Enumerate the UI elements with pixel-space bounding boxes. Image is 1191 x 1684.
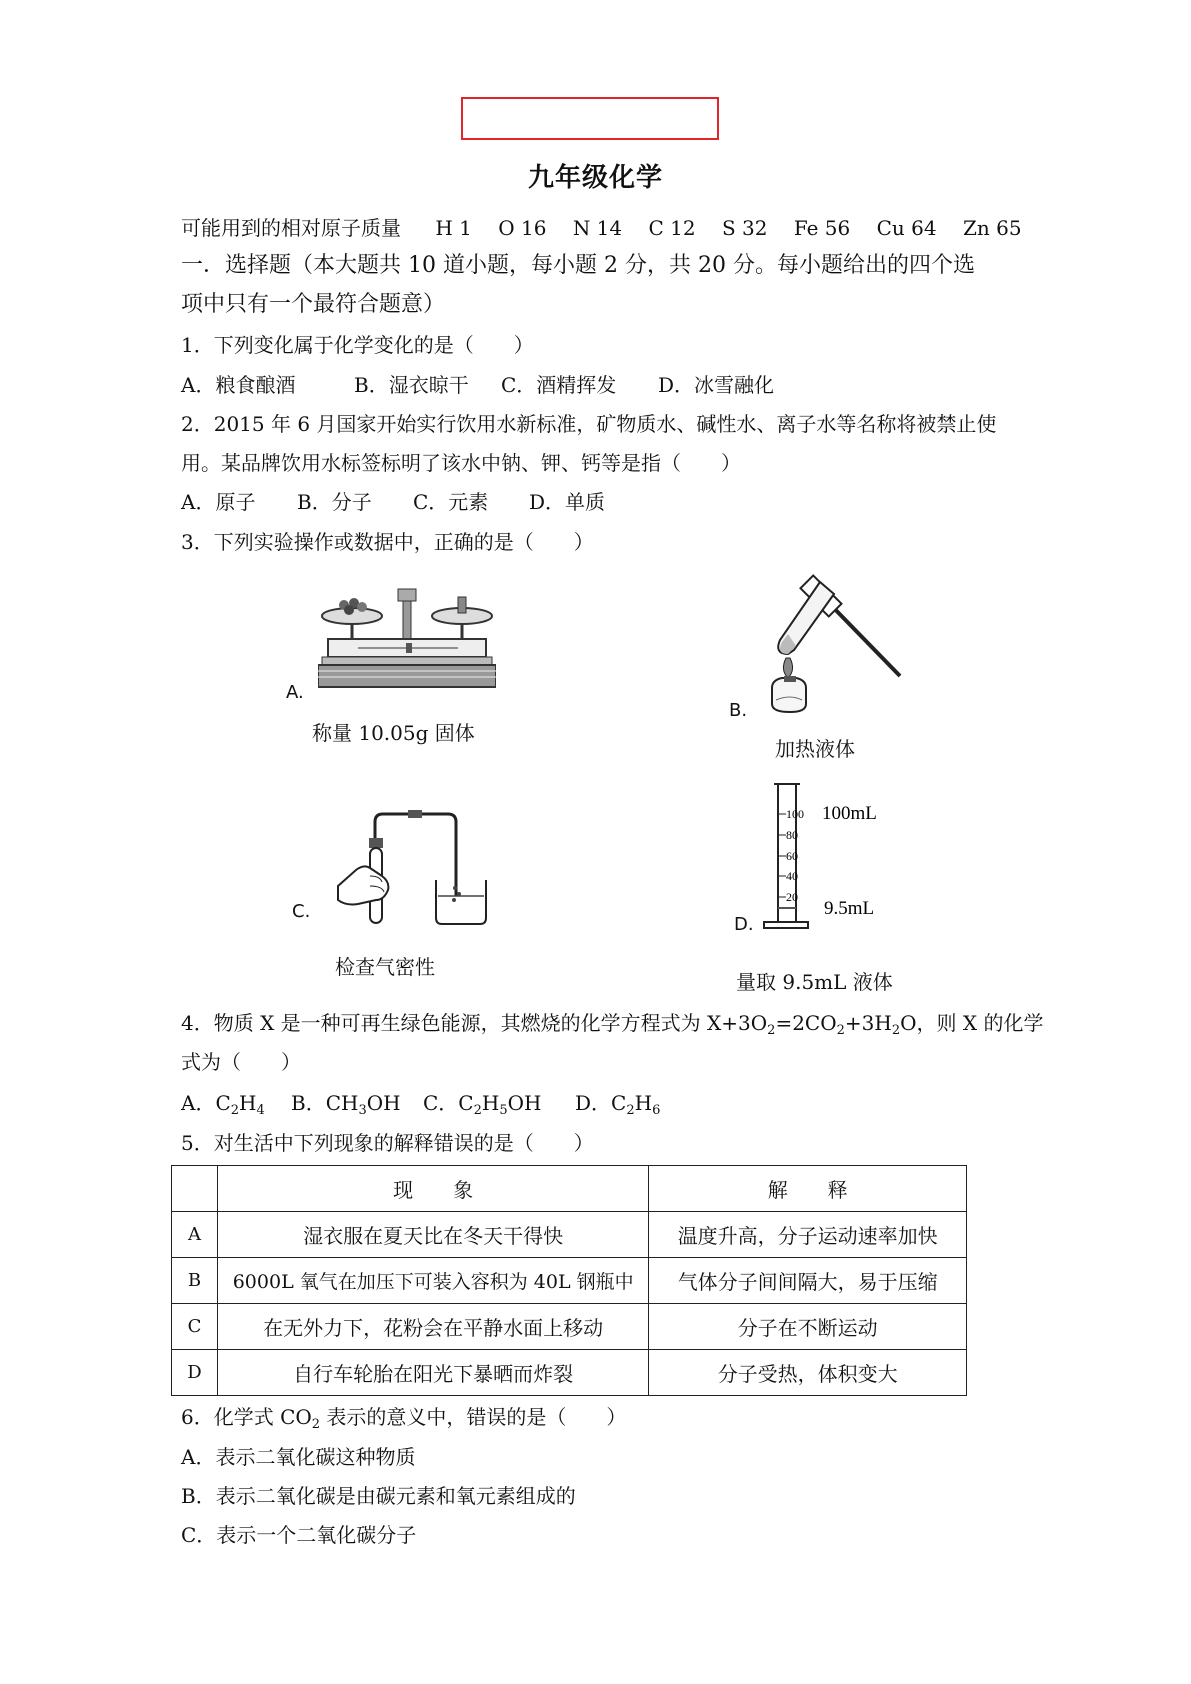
test-tube-heating-figure [760,570,910,720]
q4-option-c: C．$C_2H_5OH$ [423,1091,542,1118]
subscript: 2 [767,1023,776,1038]
q5-stem: 5．对生活中下列现象的解释错误的是（ ） [181,1131,594,1155]
q1-option-c: C．酒精挥发 [501,373,617,397]
figure-c-label: C. [292,901,311,922]
q3-stem: 3．下列实验操作或数据中，正确的是（ ） [181,530,594,554]
figure-b-label: B. [729,700,748,721]
q1-option-d: D．冰雪融化 [658,373,775,397]
q4-options [181,1091,661,1118]
q1-options [181,373,774,397]
q6-option-b: B．表示二氧化碳是由碳元素和氧元素组成的 [181,1484,576,1508]
table-cell: 分子受热，体积变大 [649,1350,967,1396]
mass-item: Cu 64 [876,216,937,240]
q4-stem-part: 4．物质 X 是一种可再生绿色能源，其燃烧的化学方程式为 X+3O [181,1011,768,1035]
q4-option-b: B．$CH_3OH$ [291,1091,401,1118]
subscript: 2 [836,1023,845,1038]
q1-option-b: B．湿衣晾干 [354,373,469,397]
q6-stem [181,1405,627,1432]
q2-option-b: B．分子 [297,490,372,514]
q1-stem: 1．下列变化属于化学变化的是（ ） [181,333,534,357]
table-cell: A [172,1212,218,1258]
q2-stem-line1: 2．2015 年 6 月国家开始实行饮用水新标准，矿物质水、碱性水、离子水等名称将被禁止使 [181,412,997,436]
subscript: 2 [891,1023,901,1038]
table-cell: C [172,1304,218,1350]
mass-item: O 16 [498,216,547,240]
table-cell: 湿衣服在夏天比在冬天干得快 [217,1212,648,1258]
q6-option-c: C．表示一个二氧化碳分子 [181,1523,417,1547]
explanation-table [171,1165,967,1396]
q2-option-c: C．元素 [413,490,489,514]
table-row [172,1304,967,1350]
atomic-masses [181,216,1042,240]
cylinder-volume-label: 9.5mL [824,898,875,919]
name-box [461,97,719,140]
section-heading-line2: 项中只有一个最符合题意） [181,292,446,317]
scale-label: 40 [786,869,798,883]
scale-label: 60 [786,849,798,863]
atomic-masses-label: 可能用到的相对原子质量 [181,216,401,240]
mass-item: Zn 65 [962,216,1022,240]
q4-stem-part: =2CO [775,1011,837,1035]
q2-options [181,490,605,514]
table-row [172,1350,967,1396]
table-cell: 温度升高，分子运动速率加快 [649,1212,967,1258]
scale-label: 80 [786,828,798,842]
table-row [172,1212,967,1258]
table-header: 现 象 [217,1166,648,1212]
q2-stem-line2: 用。某品牌饮用水标签标明了该水中钠、钾、钙等是指（ ） [181,451,741,475]
q4-stem-part: +3H [844,1011,892,1035]
figure-c-caption: 检查气密性 [335,955,435,979]
q4-option-d: D．$C_2H_6$ [575,1091,661,1118]
q2-option-a: A．原子 [181,490,256,514]
table-header: 解 释 [649,1166,967,1212]
scale-label: 100 [786,807,804,821]
q6-option-a: A．表示二氧化碳这种物质 [181,1445,416,1469]
balance-figure [318,583,496,703]
q2-option-d: D．单质 [529,490,606,514]
q1-option-a: A．粮食酿酒 [181,373,296,397]
airtightness-check-figure [330,800,490,930]
mass-item: H 1 [435,216,472,240]
scale-label: 20 [786,890,798,904]
figure-d-label: D. [734,914,754,935]
figure-b-caption: 加热液体 [775,737,855,761]
mass-item: Fe 56 [793,216,851,240]
page-title: 九年级化学 [527,163,663,193]
table-cell: 在无外力下，花粉会在平静水面上移动 [217,1304,648,1350]
table-cell: 6000L 氧气在加压下可装入容积为 40L 钢瓶中 [217,1258,648,1304]
mass-item: N 14 [572,216,623,240]
q4-stem-line2: 式为（ ） [181,1050,301,1074]
table-cell: D [172,1350,218,1396]
q4-stem-part: O，则 X 的化学 [900,1011,1044,1035]
subscript: 2 [311,1417,321,1432]
q4-option-a: A．$C_2H_4$ [181,1091,265,1118]
table-header-row [172,1166,967,1212]
q4-stem-line1 [181,1011,1044,1038]
graduated-cylinder-figure [762,780,912,940]
mass-item: S 32 [721,216,768,240]
q6-stem-part: 表示的意义中，错误的是（ ） [320,1405,627,1429]
table-cell: 分子在不断运动 [649,1304,967,1350]
figure-d-caption: 量取 9.5mL 液体 [736,970,893,994]
section-heading-line1: 一．选择题（本大题共 10 道小题，每小题 2 分，共 20 分。每小题给出的四个选 [181,253,975,278]
table-row [172,1258,967,1304]
table-cell: 自行车轮胎在阳光下暴晒而炸裂 [217,1350,648,1396]
figure-a-caption: 称量 10.05g 固体 [312,721,475,745]
cylinder-capacity-label: 100mL [822,803,877,824]
table-cell: B [172,1258,218,1304]
mass-item: C 12 [648,216,696,240]
table-header [172,1166,218,1212]
table-cell: 气体分子间间隔大，易于压缩 [649,1258,967,1304]
q6-stem-part: 6．化学式 CO [181,1405,312,1429]
figure-a-label: A. [286,682,304,703]
